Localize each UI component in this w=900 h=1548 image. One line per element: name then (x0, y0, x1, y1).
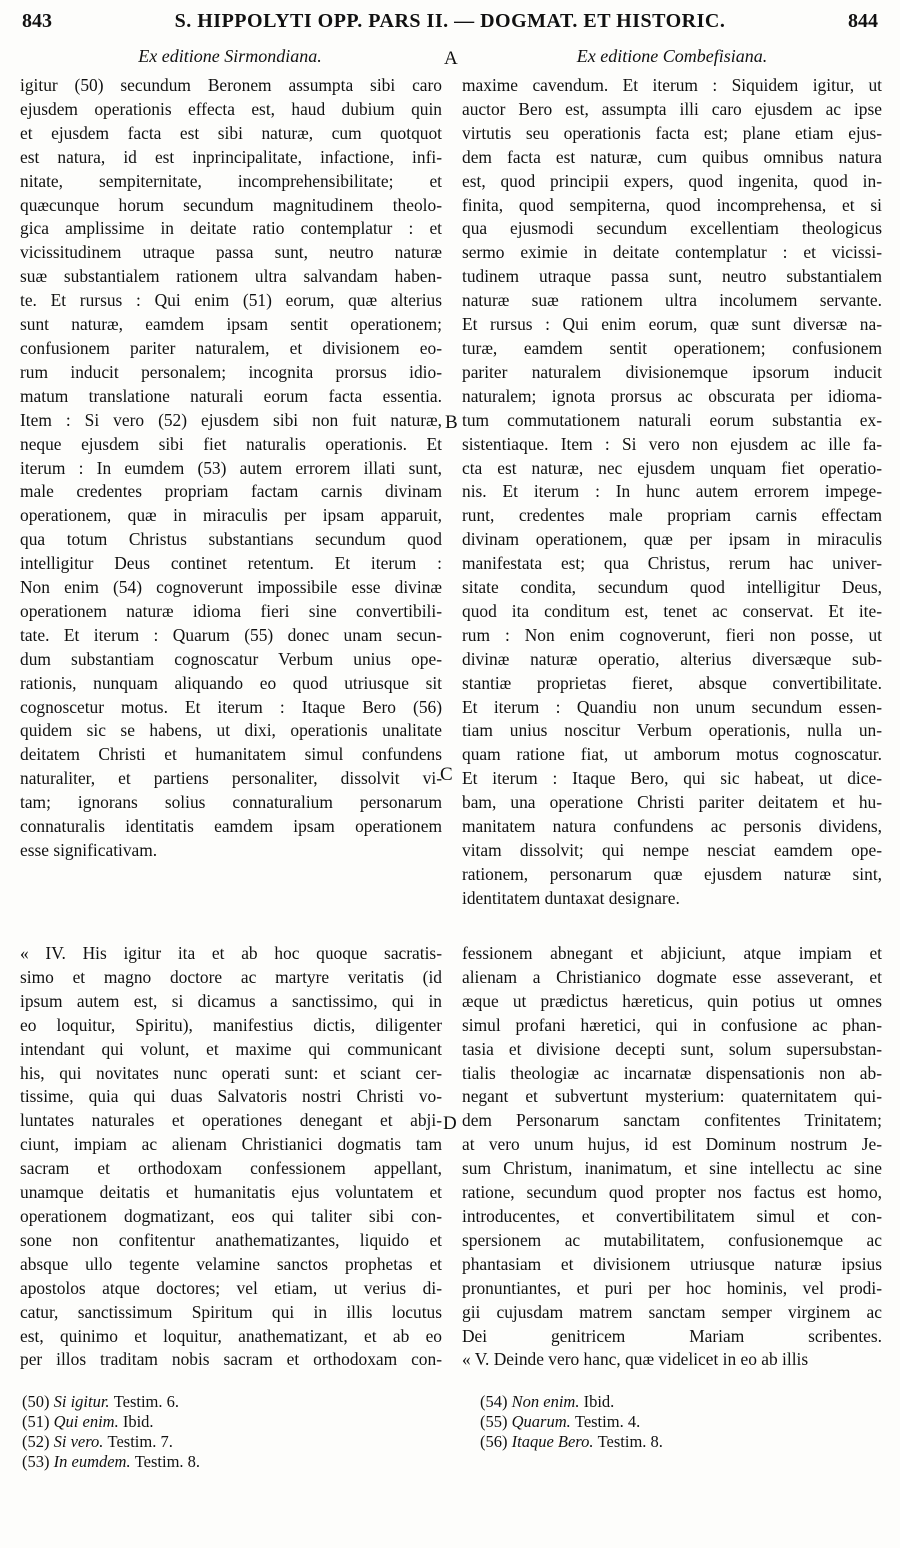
text-line: rum : Non enim cognoverunt, fieri non posse, ut (462, 624, 882, 645)
footnote-number: (50) (22, 1392, 54, 1411)
text-line: alienam a Christianico dogmate esse asseverant, et (462, 966, 882, 987)
text-line: manifestata est; qua Christus, rerum hac univer- (462, 553, 882, 574)
text-line: intendant qui volunt, et maxime qui communicant (20, 1038, 442, 1059)
text-line: cognoscetur motus. Et iterum : Itaque Bero (56) (20, 696, 442, 717)
footnote (22, 1412, 422, 1432)
text-line: runt, credentes male propriam carnis effectam (462, 505, 882, 526)
page-header (12, 6, 888, 36)
text-line: pariter naturalem divisionemque ipsorum inducit (462, 361, 882, 382)
edition-heading-right: Ex editione Combefisiana. (576, 46, 768, 66)
text-line: nis. Et iterum : In hunc autem errorem impege- (462, 481, 882, 502)
text-line: divinam operationem, quæ per ipsam in miraculis (462, 529, 882, 550)
footnote-number: (54) (480, 1392, 512, 1411)
footnote-reference: Si igitur. (53, 1392, 114, 1411)
page-number-left: 843 (22, 10, 52, 32)
text-line: unamque deitatis et humanitatis ejus voluntatem et (20, 1182, 442, 1203)
text-line: simul profani hæretici, qui in confusione ac phan- (462, 1014, 882, 1035)
footnote-source: Ibid. (583, 1392, 615, 1411)
text-line: et ejusdem facta est sibi naturæ, cum quotquot (20, 122, 442, 143)
edition-heading-left: Ex editione Sirmondiana. (138, 46, 322, 66)
text-line: turæ, eamdem sentit operationem; confusionem (462, 337, 882, 358)
text-line: maxime cavendum. Et iterum : Siquidem igitur, ut (462, 75, 882, 95)
footnote-reference: Si vero. (53, 1432, 108, 1451)
text-line: rum inducit personalem; incognita prorsus idio- (20, 361, 442, 382)
text-column-right-bottom (462, 942, 882, 1372)
text-line: tasia et divisione decepti sunt, solum supersubstan- (462, 1038, 882, 1059)
text-line: simo et magno doctore ac martyre veritatis (id (20, 966, 442, 987)
text-column-left-bottom (20, 942, 442, 1372)
text-line: rationem, personarum quæ ejusdem naturæ sint, (462, 863, 882, 884)
text-line: identitatem duntaxat designare. (462, 887, 680, 908)
text-line: deitatem Christi et humanitatem simul confundens (20, 744, 442, 765)
text-line: luntates naturales et operationes denegant et abji- (20, 1110, 442, 1131)
text-line: operationem, quæ in miraculis per ipsam apparuit, (20, 505, 442, 526)
text-line: nitate, sempiternitate, incomprehensibilitate; et (20, 170, 442, 191)
text-line: eo loquitur, Spiritu), manifestius dictis, diligenter (20, 1014, 442, 1035)
text-line: Dei genitricem Mariam scribentes. (462, 1325, 882, 1346)
text-line: naturalem; ignota prorsus ac obscurata per idioma- (462, 385, 882, 406)
text-line: ejusdem operationis effecta est, haud dubium quin (20, 98, 442, 119)
text-line: suæ substantialem rationem ultra salvandam haben- (20, 266, 442, 287)
text-line: ratione, secundum quod propter nos factus est homo, (462, 1182, 882, 1203)
text-line: sistentiaque. Item : Si vero non ejusdem ac ille fa- (462, 433, 882, 454)
text-line: catur, sanctissimum Spiritum qui in illis locutus (20, 1301, 442, 1322)
text-line: qua ejusmodi secundum excellentiam theologicus (462, 218, 882, 239)
text-line: connaturalis identitatis eamdem ipsam operationem (20, 816, 442, 837)
text-line: pronuntiantes, et puri per hoc hominis, vel prodi- (462, 1277, 882, 1298)
text-line: phantasiam et divisionem utriusque naturæ ipsius (462, 1253, 882, 1274)
footnote (480, 1432, 860, 1452)
footnote-source: Testim. 4. (574, 1412, 641, 1431)
text-line: gii cujusdam matrem sanctam semper virginem ac (462, 1301, 882, 1322)
text-line: Et rursus : Qui enim eorum, quæ sunt diversæ na- (462, 314, 882, 335)
text-line: spersionem ac mutabilitatem, confusionemque ac (462, 1229, 882, 1250)
text-line: intelligitur Deus continet retentum. Et iterum : (20, 553, 442, 574)
text-line: divinæ naturæ operatio, alterius diversæque sub- (462, 648, 882, 669)
footnote (22, 1432, 422, 1452)
page-number-right: 844 (848, 10, 878, 32)
footnote-reference: Non enim. (511, 1392, 584, 1411)
text-line: vitam dissolvit; qui nempe nesciat eamdem ope- (462, 840, 882, 860)
text-line: igitur (50) secundum Beronem assumpta sibi caro (20, 75, 442, 95)
text-column-left-top (20, 74, 442, 863)
footnote-number: (51) (22, 1412, 54, 1431)
text-line: quam ratione fiat, ut amborum motus cognoscatur. (462, 744, 882, 765)
margin-marker-c: C (440, 764, 453, 785)
footnote-number: (53) (22, 1452, 54, 1471)
footnote (480, 1392, 860, 1412)
text-line: confusionem pariter naturalem, et divisionem eo- (20, 337, 442, 358)
footnote (480, 1412, 860, 1432)
text-line: introducentes, et convertibilitatem simul et con- (462, 1205, 882, 1226)
text-line: apostolos atque doctores; vel etiam, ut verius di- (20, 1277, 442, 1298)
text-column-right-top (462, 74, 882, 911)
text-line: cta est naturæ, nec ejusdem unquam fiet operatio- (462, 457, 882, 478)
footnote (22, 1392, 422, 1412)
footnotes-left (22, 1392, 422, 1472)
text-line: naturæ suæ rationem ultra incolumem servante. (462, 290, 882, 311)
footnote-source: Testim. 6. (113, 1392, 179, 1411)
footnote-source: Testim. 8. (134, 1452, 201, 1471)
text-line: rationis, nunquam aliquando eo quod utriusque sit (20, 672, 442, 693)
text-line: est, quinimo et loquitur, anathematizant, et ab eo (20, 1325, 442, 1346)
text-line: sermo eximie in deitate contemplatur : et vicissi- (462, 242, 882, 263)
text-line: absque ullo tegente velamine sanctos prophetas et (20, 1253, 442, 1274)
text-line: vicissitudinem utraque passa sunt, neutro naturæ (20, 242, 442, 263)
text-line: virtutis seu operationis facta est; plane etiam ejus- (462, 122, 882, 143)
text-line: fessionem abnegant et abjiciunt, atque impiam et (462, 943, 882, 963)
footnote-reference: Quarum. (511, 1412, 575, 1431)
margin-marker-b: B (445, 412, 458, 433)
footnote-number: (52) (22, 1432, 54, 1451)
text-line: sunt naturæ, eamdem ipsam sentit operationem; (20, 314, 442, 335)
margin-marker-d: D (443, 1113, 457, 1134)
text-line: ipsum autem est, si dicamus a sanctissimo, qui in (20, 990, 442, 1011)
text-line: qua totum Christus substantians secundum quod (20, 529, 442, 550)
running-title: S. HIPPOLYTI OPP. PARS II. — DOGMAT. ET HISTORIC. (174, 10, 726, 32)
text-line: est, quod principii expers, quod ingenita, quod in- (462, 170, 882, 191)
text-line: est natura, id est inprincipalitate, infactione, infi- (20, 146, 442, 167)
text-line: Item : Si vero (52) ejusdem sibi non fuit naturæ, (20, 409, 442, 430)
text-line: neque ejusdem sibi fiet naturalis operationis. Et (20, 433, 442, 454)
text-line: « V. Deinde vero hanc, quæ videlicet in eo ab illis (462, 1349, 809, 1370)
text-line: per illos traditam nobis sacram et orthodoxam con- (20, 1349, 442, 1370)
text-line: tialis theologiæ ac incarnatæ dispensationis non ab- (462, 1062, 882, 1083)
text-line: esse significativam. (20, 840, 158, 860)
text-line: sum Christum, inanimatum, et sine intellectu ac sine (462, 1158, 882, 1179)
text-line: quod ita conditum est, tenet ac conservat. Et ite- (462, 600, 882, 621)
text-line: tam; ignorans solius connaturalium personarum (20, 792, 442, 813)
text-line: negant et subvertunt mysterium: quaternitatem qui- (462, 1086, 882, 1107)
text-line: at vero unum hujus, id est Dominum nostrum Je- (462, 1134, 882, 1155)
text-line: iterum : In eumdem (53) autem errorem illati sunt, (20, 457, 442, 478)
footnotes-right (480, 1392, 860, 1452)
text-line: « IV. His igitur ita et ab hoc quoque sacratis- (20, 943, 442, 963)
footnote-number: (56) (480, 1432, 512, 1451)
footnote-source: Testim. 7. (107, 1432, 173, 1451)
text-line: stantiæ proprietas fieret, absque convertibilitate. (462, 672, 882, 693)
text-line: operationem naturæ idioma fieri sine convertibili- (20, 600, 442, 621)
text-line: Non enim (54) cognoverunt impossibile esse divinæ (20, 577, 442, 598)
text-line: sone non confitentur anathematizantes, liquido et (20, 1229, 442, 1250)
text-line: quidem sic se habens, ut dixi, operationis unalitate (20, 720, 442, 741)
footnote-reference: In eumdem. (53, 1452, 135, 1471)
text-line: te. Et rursus : Qui enim (51) eorum, quæ alterius (20, 290, 442, 311)
footnote-number: (55) (480, 1412, 512, 1431)
text-line: tiam unius noscitur Verbum operationis, nulla un- (462, 720, 882, 741)
footnote-reference: Itaque Bero. (511, 1432, 598, 1451)
text-line: sitate condita, secundum quod intelligitur Deus, (462, 577, 882, 598)
text-line: æque ut prædictus hæreticus, quin potius ut omnes (462, 990, 882, 1011)
text-line: ciunt, impiam ac alienam Christianici dogmatis tam (20, 1134, 442, 1155)
text-line: manitatem natura confundens ac personis dividens, (462, 816, 882, 837)
footnote-source: Testim. 8. (597, 1432, 663, 1451)
footnote-source: Ibid. (122, 1412, 154, 1431)
text-line: dem Personarum sanctam confitentes Trinitatem; (462, 1110, 882, 1131)
text-line: quæcunque horum secundum magnitudinem theolo- (20, 194, 442, 215)
text-line: bam, una operatione Christi pariter deitatem et hu- (462, 792, 882, 813)
text-line: auctor Bero est, assumpta illi caro ejusdem ac ipse (462, 98, 882, 119)
text-line: operationem dogmatizant, eos qui taliter sibi con- (20, 1205, 442, 1226)
text-line: Et iterum : Quandiu non unum secundum essen- (462, 696, 882, 717)
text-line: Et iterum : Itaque Bero, qui sic habeat, ut dice- (462, 768, 882, 789)
text-line: naturaliter, et partiens personaliter, dissolvit vi- (20, 768, 442, 789)
text-line: tum commutationem naturali eorum substantia ex- (462, 409, 882, 430)
text-line: gica amplissime in deitate ratio contemplatur : et (20, 218, 442, 239)
footnote (22, 1452, 422, 1472)
text-line: matum translatione naturali eorum facta essentia. (20, 385, 442, 406)
text-line: male credentes propriam factam carnis divinam (20, 481, 442, 502)
footnote-reference: Qui enim. (53, 1412, 123, 1431)
text-line: tate. Et iterum : Quarum (55) donec unam secun- (20, 624, 442, 645)
text-line: tissime, quia qui duas Salvatoris nostri Christi vo- (20, 1086, 442, 1107)
text-line: sacram et orthodoxam confessionem appellant, (20, 1158, 442, 1179)
text-line: finita, quod sempiterna, quod incomprehensa, et si (462, 194, 882, 215)
text-line: dum substantiam cognoscatur Verbum unius ope- (20, 648, 442, 669)
text-line: dem facta est naturæ, cum quibus omnibus natura (462, 146, 882, 167)
text-line: his, qui novitates nunc operati sunt: et sciant cer- (20, 1062, 442, 1083)
text-line: tudinem utraque passa sunt, neutro substantialem (462, 266, 882, 287)
margin-marker-a: A (444, 48, 458, 69)
